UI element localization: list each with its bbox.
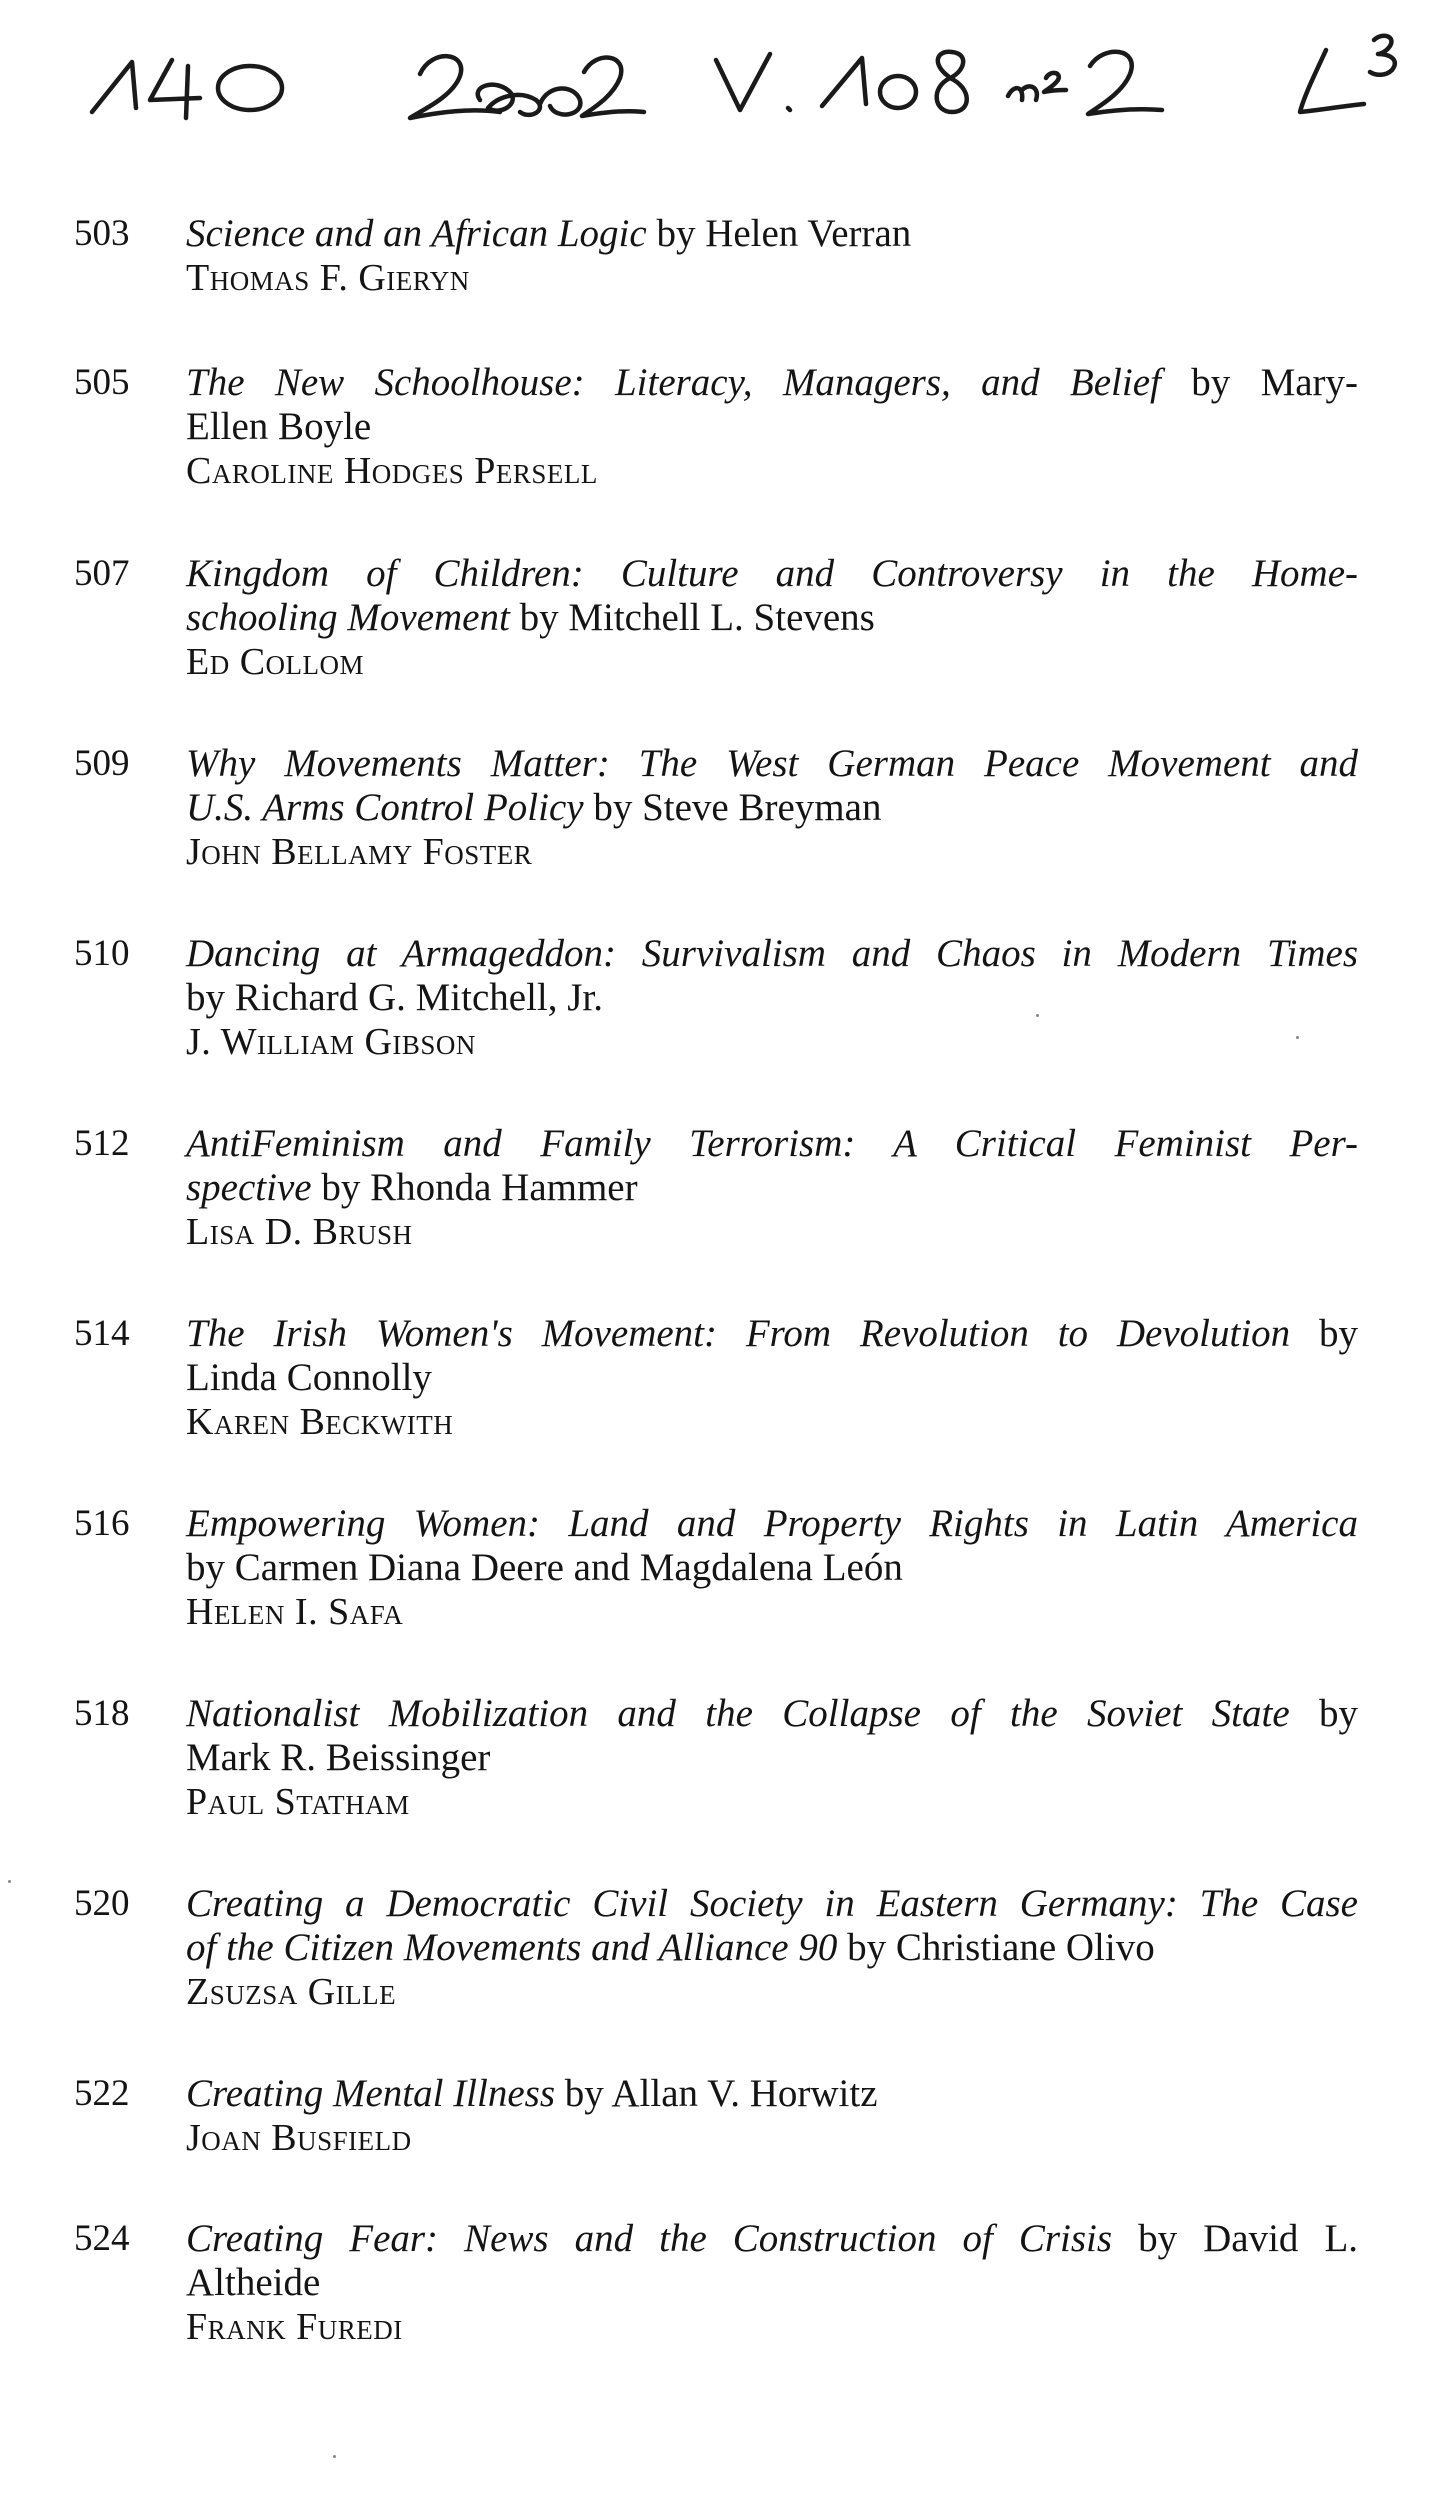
book-title-continued: of the Citizen Movements and Alliance 90 — [186, 1926, 838, 1969]
entry-body — [186, 212, 1358, 300]
by-connector: by — [847, 1926, 887, 1969]
book-title: Empowering Women: Land and Property Rights in Latin America — [186, 1502, 1358, 1545]
entry-title-line — [186, 932, 1358, 976]
book-title: Kingdom of Children: Culture and Controversy in the Home- — [186, 552, 1358, 595]
reviewer-name: Helen I. Safa — [186, 1591, 404, 1633]
page-number: 510 — [74, 933, 130, 974]
entry-title-line — [186, 1736, 1358, 1780]
book-author: Christiane Olivo — [895, 1926, 1155, 1969]
reviewer-name: Ed Collom — [186, 641, 365, 683]
page-number: 516 — [74, 1503, 130, 1544]
entry-title-line — [186, 1122, 1358, 1166]
scan-speck — [1296, 1036, 1299, 1039]
book-author: Mary- — [1260, 361, 1359, 404]
reviewer-name: Lisa D. Brush — [186, 1211, 413, 1253]
by-connector: by — [1138, 2217, 1178, 2260]
book-title: Dancing at Armageddon: Survivalism and Chaos in Modern Times — [186, 932, 1358, 975]
page-number: 507 — [74, 553, 130, 594]
entry-body — [186, 2072, 1358, 2160]
entry-title-line — [186, 2217, 1358, 2261]
by-connector: by — [519, 596, 559, 639]
book-author: Mitchell L. Stevens — [568, 596, 875, 639]
entry-title-line — [186, 1882, 1358, 1926]
entry-body — [186, 361, 1358, 493]
page-number: 514 — [74, 1313, 130, 1354]
page-number: 505 — [74, 362, 130, 403]
entry-body — [186, 742, 1358, 874]
entry-body — [186, 1122, 1358, 1254]
entry-title-line — [186, 1926, 1358, 1970]
book-title-continued: U.S. Arms Control Policy — [186, 786, 584, 829]
handwritten-annotation — [0, 0, 1454, 160]
by-connector: by — [656, 212, 696, 255]
by-connector: by — [593, 786, 633, 829]
entry-title-line — [186, 976, 1358, 1020]
book-title: Creating a Democratic Civil Society in Eastern Germany: The Case — [186, 1882, 1358, 1925]
by-connector: by — [1319, 1312, 1358, 1355]
entry-title-line — [186, 742, 1358, 786]
book-author: Helen Verran — [705, 212, 912, 255]
page-number: 509 — [74, 743, 130, 784]
entry-body — [186, 1882, 1358, 2014]
reviewer-name: John Bellamy Foster — [186, 831, 533, 873]
book-author-continued: Altheide — [186, 2261, 321, 2304]
by-connector: by — [1191, 361, 1231, 404]
entry-title-line — [186, 596, 1358, 640]
reviewer-name: Caroline Hodges Persell — [186, 450, 598, 492]
by-connector: by — [186, 1546, 225, 1589]
entry-title-line — [186, 361, 1358, 405]
entry-title-line — [186, 1502, 1358, 1546]
page-number: 522 — [74, 2073, 130, 2114]
book-title: Nationalist Mobilization and the Collapse of the Soviet State — [186, 1692, 1290, 1735]
book-author: Allan V. Horwitz — [611, 2072, 878, 2115]
scan-speck — [8, 1880, 11, 1883]
reviewer-name: Frank Furedi — [186, 2306, 403, 2348]
scan-speck — [1036, 1014, 1039, 1017]
entry-body — [186, 932, 1358, 1064]
reviewer-name: J. William Gibson — [186, 1021, 476, 1063]
entry-title-line — [186, 552, 1358, 596]
by-connector: by — [1319, 1692, 1358, 1735]
entry-title-line — [186, 786, 1358, 830]
page-number: 512 — [74, 1123, 130, 1164]
entry-body — [186, 552, 1358, 684]
book-author: Richard G. Mitchell, Jr. — [234, 976, 604, 1019]
page-number: 518 — [74, 1693, 130, 1734]
handwritten-note-drawing — [0, 0, 1454, 160]
entry-body — [186, 1312, 1358, 1444]
entry-title-line — [186, 1692, 1358, 1736]
book-title-continued: schooling Movement — [186, 596, 510, 639]
book-author: Mark R. Beissinger — [186, 1736, 491, 1779]
page-number: 503 — [74, 213, 130, 254]
reviewer-name: Karen Beckwith — [186, 1401, 454, 1443]
page-number: 524 — [74, 2218, 130, 2259]
entry-title-line — [186, 405, 1358, 449]
book-title: AntiFeminism and Family Terrorism: A Critical Feminist Per- — [186, 1122, 1358, 1165]
entry-title-line — [186, 2261, 1358, 2305]
book-title: The Irish Women's Movement: From Revolution to Devolution — [186, 1312, 1291, 1355]
scan-speck — [333, 2455, 336, 2458]
by-connector: by — [564, 2072, 604, 2115]
by-connector: by — [186, 976, 225, 1019]
book-title: Science and an African Logic — [186, 212, 647, 255]
reviewer-name: Joan Busfield — [186, 2117, 412, 2159]
book-author: Carmen Diana Deere and Magdalena León — [234, 1546, 903, 1589]
page-number: 520 — [74, 1883, 130, 1924]
book-title: Creating Mental Illness — [186, 2072, 556, 2115]
by-connector: by — [321, 1166, 361, 1209]
book-author: Linda Connolly — [186, 1356, 432, 1399]
entry-title-line — [186, 1546, 1358, 1590]
book-author: Steve Breyman — [642, 786, 882, 829]
book-title: The New Schoolhouse: Literacy, Managers, and Belief — [186, 361, 1161, 404]
entry-body — [186, 1502, 1358, 1634]
book-author-continued: Ellen Boyle — [186, 405, 372, 448]
entry-title-line — [186, 212, 1358, 256]
book-title: Creating Fear: News and the Construction of Crisis — [186, 2217, 1113, 2260]
book-author: David L. — [1203, 2217, 1359, 2260]
entry-body — [186, 2217, 1358, 2349]
entry-title-line — [186, 1166, 1358, 1210]
book-author: Rhonda Hammer — [370, 1166, 638, 1209]
entry-title-line — [186, 2072, 1358, 2116]
entry-title-line — [186, 1312, 1358, 1356]
entry-body — [186, 1692, 1358, 1824]
reviewer-name: Thomas F. Gieryn — [186, 257, 470, 299]
entry-title-line — [186, 1356, 1358, 1400]
book-title: Why Movements Matter: The West German Peace Movement and — [186, 742, 1358, 785]
reviewer-name: Zsuzsa Gille — [186, 1971, 397, 2013]
book-title-continued: spective — [186, 1166, 312, 1209]
reviewer-name: Paul Statham — [186, 1781, 410, 1823]
